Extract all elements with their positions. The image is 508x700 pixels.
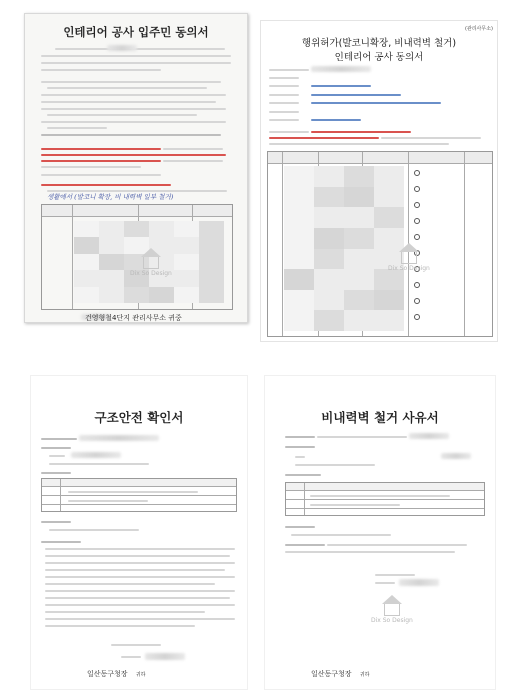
text-line: [269, 94, 299, 96]
text-line: [295, 464, 375, 466]
text-line: [310, 504, 400, 506]
text-line: [269, 102, 299, 104]
text-line: [269, 131, 309, 133]
consent-mark: [414, 202, 420, 208]
text-line: [375, 582, 395, 584]
text-line: [317, 436, 407, 438]
text-line: [295, 456, 305, 458]
text-line: [269, 143, 449, 145]
signature-table: [267, 151, 493, 337]
watermark-logo: Dix So Design: [371, 604, 413, 624]
warning-line: [311, 131, 411, 133]
text-line: [285, 446, 315, 448]
doc4-title: 비내력벽 철거 사유서: [321, 410, 439, 425]
text-line: [269, 111, 299, 113]
text-line: [45, 590, 235, 592]
text-line: [49, 463, 149, 465]
redacted-address: [409, 433, 449, 439]
redacted-name: [71, 452, 121, 458]
warning-line: [41, 148, 161, 150]
text-line: [41, 108, 226, 110]
doc2-top-label: (관리사무소): [464, 26, 493, 32]
consent-mark: [414, 186, 420, 192]
text-line: [41, 81, 221, 83]
redacted-signatures: [284, 166, 404, 331]
doc3-footer: [87, 669, 145, 679]
text-line: [45, 562, 235, 564]
redacted-name: [441, 453, 471, 459]
text-line: [41, 472, 71, 474]
text-line: [41, 62, 231, 64]
text-line: [45, 625, 195, 627]
text-line: [49, 455, 65, 457]
house-icon: [401, 252, 417, 264]
text-line: [49, 529, 139, 531]
handwritten-line: [311, 102, 441, 104]
handwritten-line: [311, 94, 401, 96]
text-line: [68, 500, 148, 502]
redacted-address: [311, 66, 371, 72]
doc2-title-line2: 인테리어 공사 동의서: [334, 52, 424, 63]
text-line: [45, 555, 230, 557]
text-line: [41, 94, 226, 96]
date-line: [375, 574, 415, 576]
text-line: [45, 597, 230, 599]
text-line: [41, 521, 71, 523]
text-line: [327, 544, 467, 546]
house-icon: [143, 257, 159, 269]
doc1-footer: 건영형철4단지 관리사무소 귀중: [85, 314, 182, 322]
text-line: [163, 160, 223, 162]
text-line: [285, 436, 315, 438]
resident-consent-document: [24, 13, 248, 323]
text-line: [285, 474, 321, 476]
text-line: [269, 69, 309, 71]
consent-mark: [414, 282, 420, 288]
structural-safety-document: [30, 375, 248, 690]
watermark-logo: Dix So Design: [388, 252, 430, 272]
work-scope-table: [41, 478, 237, 512]
text-line: [41, 438, 77, 440]
signature-table: [41, 204, 233, 310]
text-line: [45, 576, 235, 578]
text-line: [47, 114, 197, 116]
text-line: [45, 548, 235, 550]
text-line: [121, 656, 141, 658]
consent-mark: [414, 314, 420, 320]
text-line: [45, 569, 225, 571]
handwritten-line: [311, 85, 371, 87]
consent-mark: [414, 234, 420, 240]
text-line: [41, 447, 71, 449]
text-line: [41, 541, 81, 543]
text-line: [41, 69, 161, 71]
doc2-title-line1: 행위허가(발코니확장, 비내력벽 철거): [301, 38, 457, 49]
text-line: [41, 121, 226, 123]
text-line: [285, 526, 315, 528]
date-line: [111, 644, 161, 646]
text-line: [47, 127, 107, 129]
text-line: [285, 544, 325, 546]
doc4-footer-label: 일산동구청장: [311, 670, 352, 678]
redacted-signature: [145, 653, 185, 660]
text-line: [45, 604, 235, 606]
work-scope-table: [285, 482, 485, 516]
permit-consent-document: [260, 20, 498, 342]
text-line: [45, 611, 205, 613]
text-line: [163, 148, 223, 150]
text-line: [41, 101, 216, 103]
consent-mark: [414, 298, 420, 304]
text-line: [45, 583, 215, 585]
doc3-footer-suffix: 귀하: [135, 672, 146, 678]
consent-mark: [414, 170, 420, 176]
consent-mark: [414, 218, 420, 224]
handwritten-scope: 생활에서 (발코니 확장, 비 내력벽 일부 철거): [47, 193, 174, 201]
text-line: [41, 134, 221, 136]
text-line: [41, 166, 141, 168]
text-line: [47, 87, 207, 89]
redacted-signature: [399, 579, 439, 586]
warning-line: [41, 160, 161, 162]
warning-line: [41, 184, 171, 186]
doc3-footer-label: 일산동구청장: [87, 670, 128, 678]
handwritten-line: [311, 119, 361, 121]
text-line: [45, 618, 235, 620]
text-line: [285, 551, 455, 553]
text-line: [41, 174, 161, 176]
warning-line: [41, 154, 226, 156]
watermark-logo: Dix So Design: [130, 257, 172, 277]
wall-removal-reason-document: [264, 375, 496, 690]
redacted-name: [107, 45, 137, 51]
doc1-title: 인테리어 공사 입주민 동의서: [63, 25, 209, 39]
doc4-footer: [311, 669, 369, 679]
redacted-address: [79, 435, 159, 441]
text-line: [291, 534, 391, 536]
text-line: [41, 55, 231, 57]
text-line: [269, 119, 299, 121]
doc4-footer-suffix: 귀하: [359, 672, 370, 678]
text-line: [310, 495, 450, 497]
warning-line: [269, 137, 379, 139]
text-line: [55, 48, 225, 50]
text-line: [269, 85, 299, 87]
house-icon: [384, 604, 400, 616]
doc3-title: 구조안전 확인서: [94, 410, 184, 425]
text-line: [381, 137, 481, 139]
text-line: [269, 77, 299, 79]
text-line: [68, 491, 198, 493]
